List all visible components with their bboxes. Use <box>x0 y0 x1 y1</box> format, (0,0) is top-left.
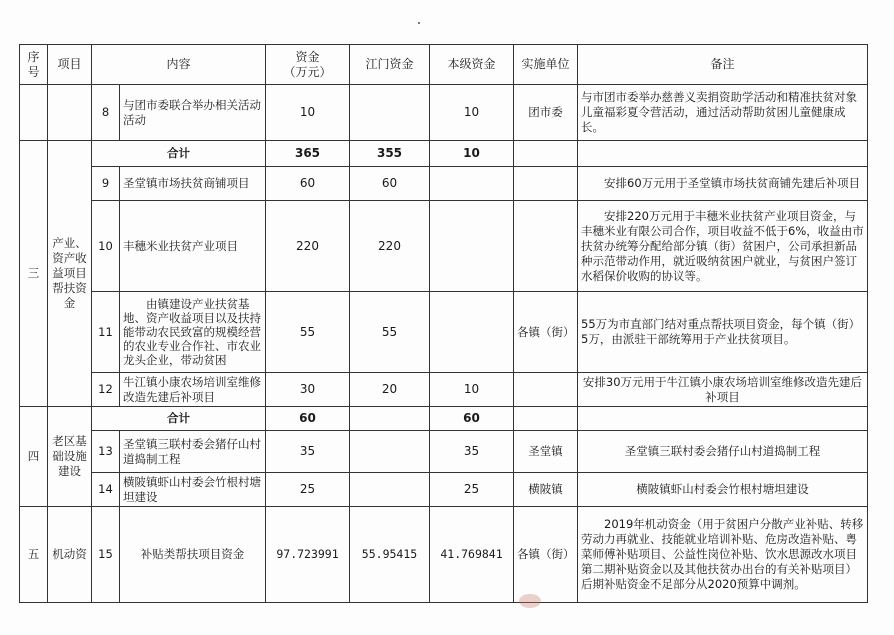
row-11-jiangmen: 55 <box>350 292 430 373</box>
row-10-content: 丰穗米业扶贫产业项目 <box>120 201 266 292</box>
header-funds <box>266 45 350 85</box>
header-jiangmen: 江门资金 <box>350 45 430 85</box>
row-8-unit: 团市委 <box>514 85 578 141</box>
row-13-unit: 圣堂镇 <box>514 431 578 473</box>
section-3-subtotal-label: 合计 <box>92 141 266 167</box>
row-8-funds: 10 <box>266 85 350 141</box>
row-13-local: 35 <box>430 431 514 473</box>
section-4-seq: 四 <box>20 407 48 507</box>
fund-table <box>19 44 868 603</box>
header-funds-unit: （万元） <box>283 64 332 79</box>
table-row <box>20 292 868 373</box>
table-row <box>20 373 868 407</box>
table-row <box>20 507 868 603</box>
row-10-jiangmen: 220 <box>350 201 430 292</box>
row-13-no: 13 <box>92 431 120 473</box>
section-4-subtotal-local: 60 <box>430 407 514 431</box>
header-project: 项目 <box>48 45 92 85</box>
row-14-local: 25 <box>430 473 514 507</box>
table-row <box>20 431 868 473</box>
section-4-subtotal-row <box>20 407 868 431</box>
row-15-local: 41.769841 <box>430 507 514 603</box>
row-9-funds: 60 <box>266 167 350 201</box>
section-3-subtotal-row <box>20 141 868 167</box>
header-content: 内容 <box>92 45 266 85</box>
row-10-no: 10 <box>92 201 120 292</box>
row-8-remark: 与市团市委举办慈善义卖捐资助学活动和精准扶贫对象儿童福彩夏令营活动，通过活动帮助贫困儿童健康成长。 <box>578 85 868 141</box>
row-10-funds: 220 <box>266 201 350 292</box>
section-3-subtotal-local: 10 <box>430 141 514 167</box>
row-11-funds: 55 <box>266 292 350 373</box>
row-14-content: 横陂镇虾山村委会竹根村塘坦建设 <box>120 473 266 507</box>
row-13-funds: 35 <box>266 431 350 473</box>
section-3-subtotal-jiangmen: 355 <box>350 141 430 167</box>
row-15-funds: 97.723991 <box>266 507 350 603</box>
section-5-seq: 五 <box>20 507 48 603</box>
row-12-content: 牛江镇小康农场培训室维修改造先建后补项目 <box>120 373 266 407</box>
row-9-remark: 安排60万元用于圣堂镇市场扶贫商铺先建后补项目 <box>578 167 868 201</box>
row-15-unit: 各镇（街） <box>514 507 578 603</box>
header-remark: 备注 <box>578 45 868 85</box>
table-row <box>20 167 868 201</box>
row-12-remark: 安排30万元用于牛江镇小康农场培训室维修改造先建后补项目 <box>578 373 868 407</box>
table-row <box>20 473 868 507</box>
scan-speck <box>418 22 420 24</box>
row-12-local: 10 <box>430 373 514 407</box>
row-13-content: 圣堂镇三联村委会猪仔山村道捣制工程 <box>120 431 266 473</box>
row-10-remark: 安排220万元用于丰穗米业扶贫产业项目资金，与丰穗米业有限公司合作，项目收益不低于6%，收益由市扶贫办统筹分配给部分镇（街）贫困户，公司承担新品种示范带动作用，就近吸纳贫困户就业，与贫困户签订水稻保价收购的协议等。 <box>578 201 868 292</box>
row-9-content: 圣堂镇市场扶贫商铺项目 <box>120 167 266 201</box>
row-14-remark: 横陂镇虾山村委会竹根村塘坦建设 <box>578 473 868 507</box>
table-row <box>20 201 868 292</box>
row-11-unit: 各镇（街） <box>514 292 578 373</box>
section-3-seq: 三 <box>20 141 48 407</box>
row-9-jiangmen: 60 <box>350 167 430 201</box>
row-15-no: 15 <box>92 507 120 603</box>
row-11-content: 由镇建设产业扶贫基地、资产收益项目以及扶持能带动农民致富的规模经营的农业专业合作社、市农业龙头企业，带动贫困 <box>120 292 266 373</box>
red-ink-mark <box>519 594 541 608</box>
section-5-project: 机动资 <box>48 507 92 603</box>
table-row <box>20 85 868 141</box>
header-funds-label: 资金 <box>295 49 320 64</box>
header-local: 本级资金 <box>430 45 514 85</box>
row-8-content: 与团市委联合举办相关活动活动 <box>120 85 266 141</box>
row-15-remark: 2019年机动资金（用于贫困户分散产业补贴、转移劳动力再就业、技能就业培训补贴、危房改造补贴、粤菜师傅补贴项目、公益性岗位补贴、饮水思源改水项目第二期补贴资金以及其他扶贫办出台的有关补贴项目）后期补贴资金不足部分从2020预算中调剂。 <box>578 507 868 603</box>
row-12-funds: 30 <box>266 373 350 407</box>
row-14-funds: 25 <box>266 473 350 507</box>
row-14-no: 14 <box>92 473 120 507</box>
row-11-local <box>430 292 514 373</box>
row-15-jiangmen: 55.95415 <box>350 507 430 603</box>
row-14-unit: 横陂镇 <box>514 473 578 507</box>
section-4-subtotal-label: 合计 <box>92 407 266 431</box>
header-seq: 序号 <box>20 45 48 85</box>
row-10-local <box>430 201 514 292</box>
section-3-subtotal-funds: 365 <box>266 141 350 167</box>
row-8-jiangmen <box>350 85 430 141</box>
row-11-remark: 55万为市直部门结对重点帮扶项目资金，每个镇（街）5万，由派驻干部统筹用于产业扶贫项目。 <box>578 292 868 373</box>
section-4-project: 老区基础设施建设 <box>48 407 92 507</box>
row-9-local <box>430 167 514 201</box>
header-row <box>20 45 868 85</box>
header-unit: 实施单位 <box>514 45 578 85</box>
row-13-remark: 圣堂镇三联村委会猪仔山村道捣制工程 <box>578 431 868 473</box>
section-4-subtotal-funds: 60 <box>266 407 350 431</box>
section-3-project: 产业、资产收益项目帮扶资金 <box>48 141 92 407</box>
row-8-local: 10 <box>430 85 514 141</box>
row-15-content: 补贴类帮扶项目资金 <box>120 507 266 603</box>
row-8-no: 8 <box>92 85 120 141</box>
row-12-jiangmen: 20 <box>350 373 430 407</box>
row-9-no: 9 <box>92 167 120 201</box>
row-11-no: 11 <box>92 292 120 373</box>
row-12-no: 12 <box>92 373 120 407</box>
